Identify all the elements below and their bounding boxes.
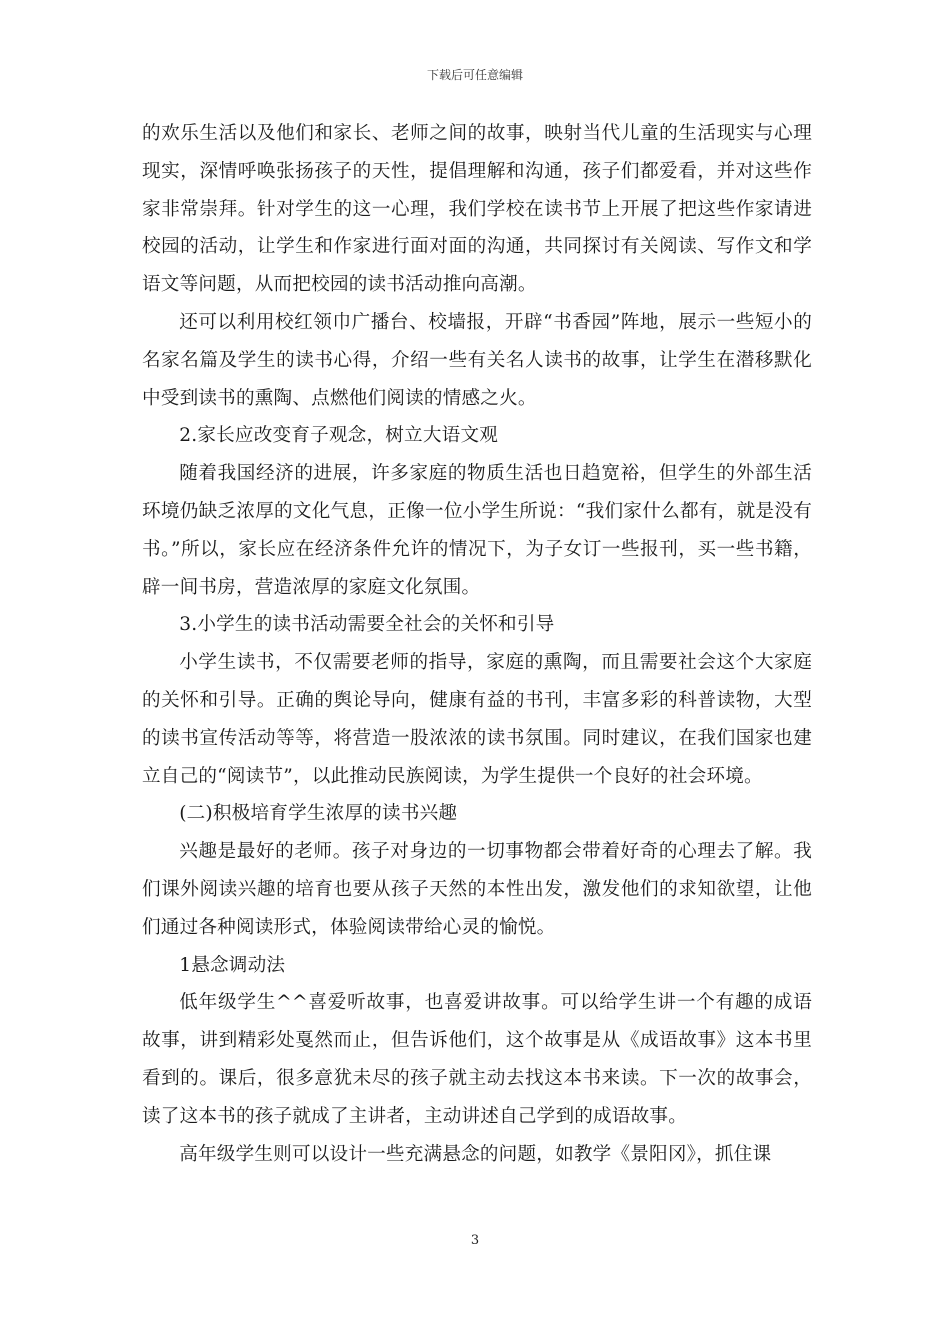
paragraph: 小学生读书，不仅需要老师的指导，家庭的熏陶，而且需要社会这个大家庭的关怀和引导。正确的舆论导向，健康有益的书刊，丰富多彩的科普读物，大型的读书宣传活动等等，将营造一股浓浓的读书氛围。同时建议，在我们国家也建立自己的“阅读节”，以此推动民族阅读，为学生提供一个良好的社会环境。 (142, 652, 812, 787)
paragraph: 兴趣是最好的老师。孩子对身边的一切事物都会带着好奇的心理去了解。我们课外阅读兴趣的培育也要从孩子天然的本性出发，激发他们的求知欲望，让他们通过各种阅读形式，体验阅读带给心灵的愉悦。 (142, 841, 812, 938)
paragraph: 随着我国经济的进展，许多家庭的物质生活也日趋宽裕，但学生的外部生活环境仍缺乏浓厚的文化气息，正像一位小学生所说：“我们家什么都有，就是没有书。”所以，家长应在经济条件允许的情况下，为子女订一些报刊，买一些书籍，辟一间书房，营造浓厚的家庭文化氛围。 (142, 463, 812, 598)
paragraph: 高年级学生则可以设计一些充满悬念的问题，如教学《景阳冈》，抓住课 (179, 1143, 772, 1165)
paragraph: 还可以利用校红领巾广播台、校墙报，开辟“书香园”阵地，展示一些短小的名家名篇及学生的读书心得，介绍一些有关名人读书的故事，让学生在潜移默化中受到读书的熏陶、点燃他们阅读的情感之火。 (142, 311, 812, 409)
section-heading: 1悬念调动法 (179, 954, 286, 976)
section-heading: 3.小学生的读书活动需要全社会的关怀和引导 (179, 614, 555, 636)
section-heading: (二)积极培育学生浓厚的读书兴趣 (179, 803, 458, 825)
paragraph: 低年级学生^^喜爱听故事，也喜爱讲故事。可以给学生讲一个有趣的成语故事，讲到精彩处戛然而止，但告诉他们，这个故事是从《成语故事》这本书里看到的。课后，很多意犹未尽的孩子就主动去找这本书来读。下一次的故事会，读了这本书的孩子就成了主讲者，主动讲述自己学到的成语故事。 (142, 992, 812, 1127)
body-text (142, 115, 812, 1173)
section-heading: 2.家长应改变育子观念，树立大语文观 (179, 425, 499, 447)
paragraph: 的欢乐生活以及他们和家长、老师之间的故事，映射当代儿童的生活现实与心理现实，深情呼唤张扬孩子的天性，提倡理解和沟通，孩子们都爱看，并对这些作家非常崇拜。针对学生的这一心理，我们学校在读书节上开展了把这些作家请进校园的活动，让学生和作家进行面对面的沟通，共同探讨有关阅读、写作文和学语文等问题，从而把校园的读书活动推向高潮。 (142, 123, 812, 296)
page-number: 3 (470, 1233, 480, 1248)
page-header: 下载后可任意编辑 (426, 68, 523, 82)
